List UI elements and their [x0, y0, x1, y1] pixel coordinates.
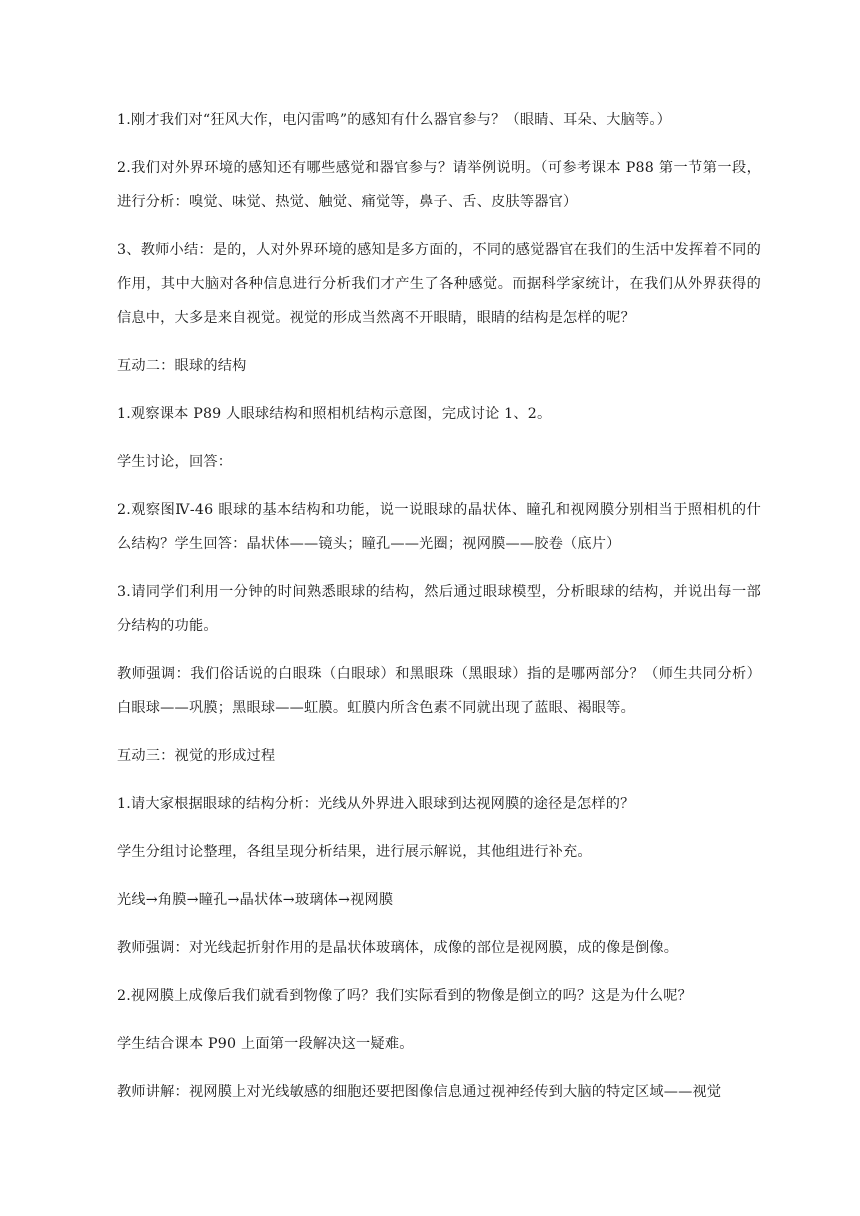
- paragraph-retina-question: 2.视网膜上成像后我们就看到物像了吗？我们实际看到的物像是倒立的吗？这是为什么呢？: [117, 988, 693, 1004]
- paragraph-eye-model: 3.请同学们利用一分钟的时间熟悉眼球的结构，然后通过眼球模型，分析眼球的结构，并说出每一部分结构的功能。: [117, 584, 761, 634]
- paragraph-teacher-emphasis-1: 教师强调：我们俗话说的白眼珠（白眼球）和黑眼珠（黑眼球）指的是哪两部分？（师生共同分析）白眼球——巩膜；黑眼球——虹膜。虹膜内所含色素不同就出现了蓝眼、褐眼等。: [117, 666, 761, 716]
- paragraph-question-1: 1.刚才我们对“狂风大作，电闪雷鸣”的感知有什么器官参与？（眼睛、耳朵、大脑等。）: [117, 112, 672, 128]
- paragraph-question-2: 2.我们对外界环境的感知还有哪些感觉和器官参与？请举例说明。（可参考课本 P88 第一节第一段，进行分析：嗅觉、味觉、热觉、触觉、痛觉等，鼻子、舌、皮肤等器官）: [117, 160, 761, 210]
- paragraph-teacher-emphasis-2: 教师强调：对光线起折射作用的是晶状体玻璃体，成像的部位是视网膜，成的像是倒像。: [117, 940, 679, 956]
- paragraph-light-path-question: 1.请大家根据眼球的结构分析：光线从外界进入眼球到达视网膜的途径是怎样的？: [117, 796, 635, 812]
- paragraph-group-discussion: 学生分组讨论整理，各组呈现分析结果，进行展示解说，其他组进行补充。: [117, 844, 592, 860]
- paragraph-observe-p89: 1.观察课本 P89 人眼球结构和照相机结构示意图，完成讨论 1、2。: [117, 406, 552, 422]
- paragraph-observe-figure: 2.观察图Ⅳ-46 眼球的基本结构和功能，说一说眼球的晶状体、瞳孔和视网膜分别相当于照相机的什么结构？学生回答：晶状体——镜头；瞳孔——光圈；视网膜——胶卷（底片）: [117, 502, 761, 552]
- paragraph-light-path: 光线→角膜→瞳孔→晶状体→玻璃体→视网膜: [117, 892, 394, 908]
- paragraph-textbook-p90: 学生结合课本 P90 上面第一段解决这一疑难。: [117, 1036, 414, 1052]
- document-body: [117, 103, 761, 1123]
- paragraph-teacher-explanation: 教师讲解：视网膜上对光线敏感的细胞还要把图像信息通过视神经传到大脑的特定区域——视觉: [117, 1084, 722, 1100]
- paragraph-teacher-summary: 3、教师小结：是的，人对外界环境的感知是多方面的，不同的感觉器官在我们的生活中发挥着不同的作用，其中大脑对各种信息进行分析我们才产生了各种感觉。而据科学家统计，在我们从外界获得的信息中，大多是来自视觉。视觉的形成当然离不开眼睛，眼睛的结构是怎样的呢？: [117, 242, 761, 326]
- section-heading-interaction-2: 互动二：眼球的结构: [117, 358, 247, 374]
- paragraph-student-discussion: 学生讨论，回答：: [117, 454, 233, 470]
- section-heading-interaction-3: 互动三：视觉的形成过程: [117, 748, 276, 764]
